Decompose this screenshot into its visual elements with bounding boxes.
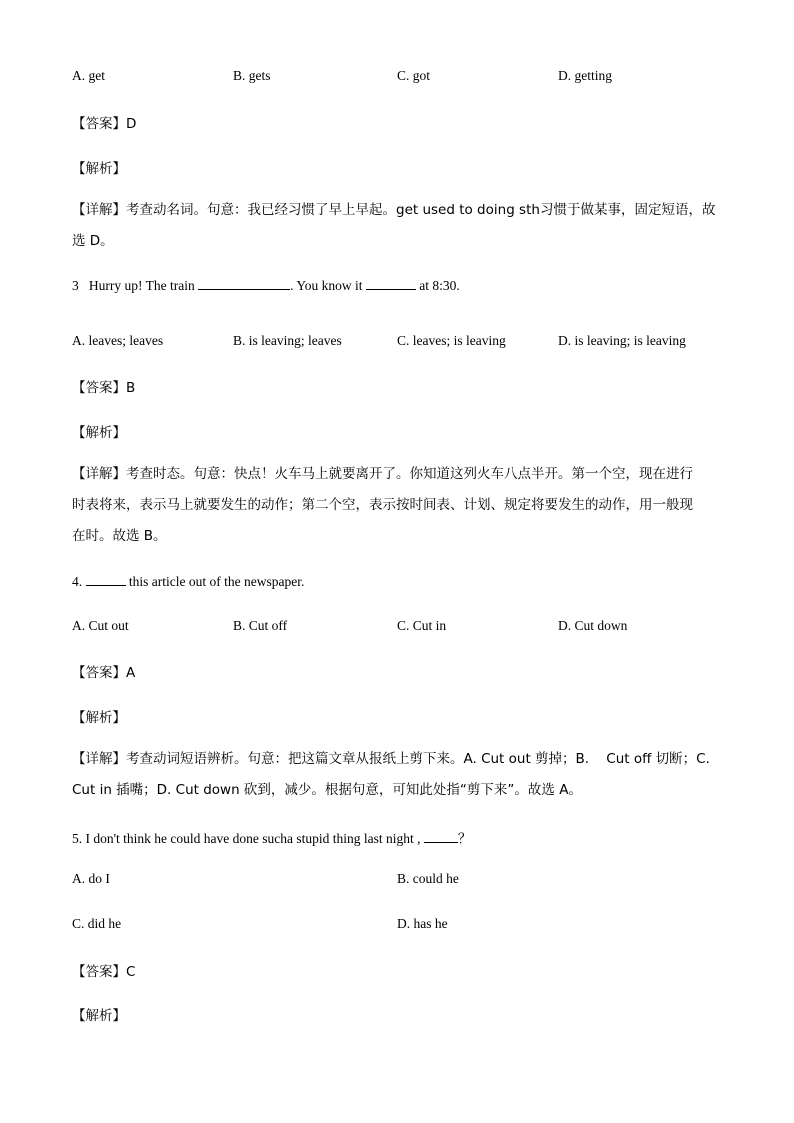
q3-detail-text-1: 考查时态。句意：快点！火车马上就要离开了。你知道这列火车八点半开。第一个空，现在进行 (126, 466, 693, 482)
q3-stem-part-2: . You know it (290, 278, 363, 293)
q5-option-b: B. could he (397, 871, 459, 886)
q4-stem-text: this article out of the newspaper. (128, 574, 305, 589)
q2-detail-text-1: 考查动名词。句意：我已经习惯了早上早起。get used to doing sth习惯于做某事，固定短语，故 (126, 202, 716, 218)
q3-detail-text-2: 时表将来，表示马上就要发生的动作；第二个空，表示按时间表、计划、规定将要发生的动作，用一般现 (72, 497, 693, 513)
q2-detail (72, 195, 722, 257)
q3-answer: 【答案】B (72, 380, 136, 396)
q5-stem (72, 827, 471, 847)
q4-option-c: C. Cut in (397, 618, 447, 633)
q2-answer: 【答案】D (72, 116, 137, 132)
q5-stem-end: ？ (457, 831, 472, 846)
q3-option-b: B. is leaving; leaves (233, 333, 342, 348)
q4-stem (72, 573, 304, 590)
q4-number: 4. (72, 574, 83, 589)
q5-option-d: D. has he (397, 916, 448, 931)
q2-detail-tag: 【详解】 (72, 202, 126, 218)
q3-stem-part-1: Hurry up! The train (88, 278, 195, 293)
q5-option-a: A. do I (72, 871, 110, 886)
q2-option-a: A. get (72, 68, 105, 83)
q5-analysis-label: 【解析】 (72, 1008, 126, 1024)
q4-detail (72, 744, 722, 806)
q3-number: 3 (72, 278, 79, 293)
q5-answer: 【答案】C (72, 964, 136, 980)
q2-analysis-label: 【解析】 (72, 161, 126, 177)
q2-option-d: D. getting (558, 68, 612, 83)
q4-option-b: B. Cut off (233, 618, 288, 633)
q3-stem (72, 277, 460, 294)
q2-detail-text-2: 选 D。 (72, 233, 114, 249)
q3-blank-1 (198, 277, 290, 290)
q5-blank (424, 830, 458, 843)
q3-detail-tag: 【详解】 (72, 466, 126, 482)
q3-detail (72, 459, 722, 552)
q4-option-d: D. Cut down (558, 618, 628, 633)
q3-option-d: D. is leaving; is leaving (558, 333, 686, 348)
q4-blank (86, 573, 126, 586)
q4-detail-text-1: 考查动词短语辨析。句意：把这篇文章从报纸上剪下来。A. Cut out 剪掉；B. Cut off 切断；C. (126, 751, 710, 767)
q4-detail-text-2: Cut in 插嘴；D. Cut down 砍到，减少。根据句意，可知此处指“剪下来”。故选 A。 (72, 782, 582, 798)
q3-stem-part-3: at 8:30. (419, 278, 460, 293)
q3-blank-2 (366, 277, 416, 290)
q4-detail-tag: 【详解】 (72, 751, 126, 767)
q3-detail-text-3: 在时。故选 B。 (72, 528, 167, 544)
q4-option-a: A. Cut out (72, 618, 129, 633)
q4-analysis-label: 【解析】 (72, 710, 126, 726)
q3-option-a: A. leaves; leaves (72, 333, 164, 348)
q2-option-c: C. got (397, 68, 431, 83)
q4-answer: 【答案】A (72, 665, 136, 681)
q2-option-b: B. gets (233, 68, 271, 83)
q5-option-c: C. did he (72, 916, 122, 931)
q3-option-c: C. leaves; is leaving (397, 333, 506, 348)
q3-analysis-label: 【解析】 (72, 425, 126, 441)
q5-stem-text: 5. I don't think he could have done sucha stupid thing last night , (72, 831, 421, 846)
